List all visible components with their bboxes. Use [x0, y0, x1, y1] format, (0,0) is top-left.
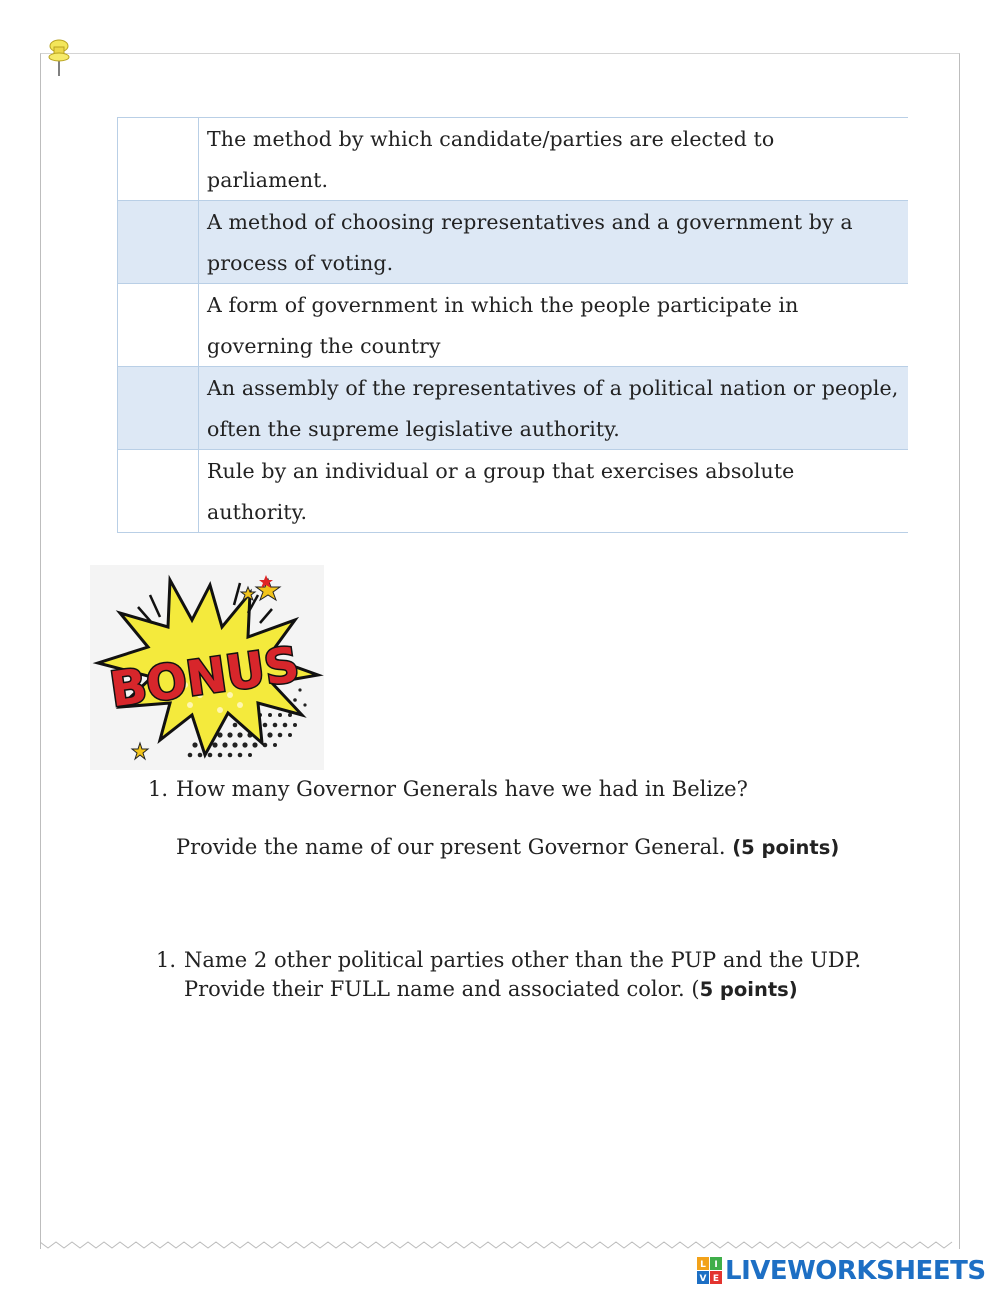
question-1-text: How many Governor Generals have we had in Belize?: [176, 777, 748, 801]
answer-cell[interactable]: [118, 284, 199, 367]
liveworksheets-brand[interactable]: [697, 1255, 986, 1287]
definition-row: [118, 450, 909, 533]
liveworksheets-wordmark: LIVEWORKSHEETS: [725, 1256, 986, 1286]
liveworksheets-logo-icon: [697, 1257, 723, 1285]
definition-row: [118, 118, 909, 201]
definition-text: An assembly of the representatives of a political nation or people, often the supreme legislative authority.: [199, 367, 909, 450]
definition-text: Rule by an individual or a group that exercises absolute authority.: [199, 450, 909, 533]
question-2-number: 1.: [156, 948, 177, 972]
question-1-number: 1.: [148, 777, 169, 801]
question-2-body: Name 2 other political parties other than the PUP and the UDP. Provide their FULL name and associated color. (: [184, 948, 862, 1001]
question-1-points: (5 points): [732, 836, 840, 859]
pushpin-icon: [42, 38, 76, 78]
logo-letter-3: V: [699, 1274, 707, 1284]
definition-text: A form of government in which the people participate in governing the country: [199, 284, 909, 367]
definition-row: [118, 284, 909, 367]
answer-cell[interactable]: [118, 450, 199, 533]
definition-text: The method by which candidate/parties are elected to parliament.: [199, 118, 909, 201]
bonus-burst-image: [90, 565, 324, 770]
question-1-subtext-body: Provide the name of our present Governor General.: [176, 835, 726, 859]
definitions-table: [117, 117, 908, 533]
question-2-text: [184, 946, 864, 1004]
question-1-subtext: [176, 832, 839, 863]
page-torn-edge: [40, 1240, 958, 1252]
definition-row: [118, 201, 909, 284]
logo-letter-4: E: [712, 1274, 720, 1284]
definition-text: A method of choosing representatives and a government by a process of voting.: [199, 201, 909, 284]
answer-cell[interactable]: [118, 201, 199, 284]
question-2-points: 5 points): [699, 978, 798, 1001]
logo-letter-1: L: [700, 1260, 706, 1270]
answer-cell[interactable]: [118, 118, 199, 201]
definition-row: [118, 367, 909, 450]
logo-letter-2: I: [714, 1260, 718, 1270]
bonus-label: BONUS: [106, 636, 304, 719]
answer-cell[interactable]: [118, 367, 199, 450]
